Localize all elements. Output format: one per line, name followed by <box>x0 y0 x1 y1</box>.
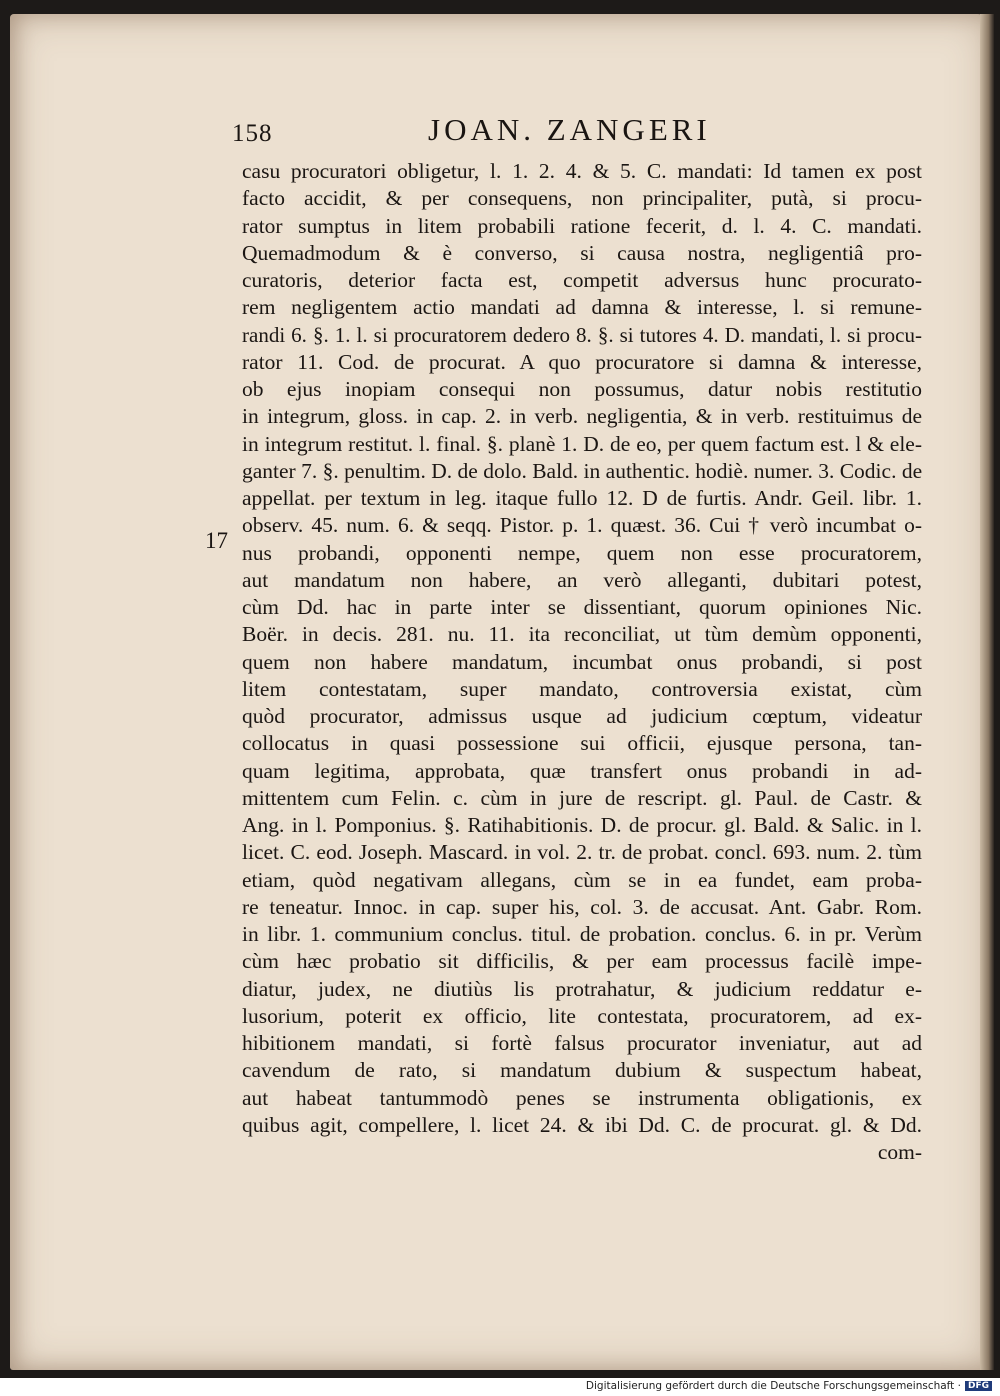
page-edge <box>980 14 994 1370</box>
text-line: Boër. in decis. 281. nu. 11. ita reconciliat, ut tùm demùm opponenti, <box>242 622 922 647</box>
text-line: re teneatur. Innoc. in cap. super his, col. 3. de accusat. Ant. Gabr. Rom. <box>242 894 922 919</box>
text-line: observ. 45. num. 6. & seqq. Pistor. p. 1. quæst. 36. Cui † verò incumbat o- <box>242 513 922 538</box>
text-line: nus probandi, opponenti nempe, quem non esse procuratorem, <box>242 540 922 565</box>
text-line: mittentem cum Felin. c. cùm in jure de rescript. gl. Paul. de Castr. & <box>242 785 922 810</box>
text-line: collocatus in quasi possessione sui officii, ejusque persona, tan- <box>242 731 922 756</box>
page-number: 158 <box>232 120 273 147</box>
text-line: licet. C. eod. Joseph. Mascard. in vol. 2. tr. de probat. concl. 693. num. 2. tùm <box>242 840 922 865</box>
footer-credit <box>586 1380 992 1392</box>
text-line: quòd procurator, admissus usque ad judicium cœptum, videatur <box>242 704 922 728</box>
text-line: cùm hæc probatio sit difficilis, & per eam processus facilè impe- <box>242 949 922 974</box>
text-line: hibitionem mandati, si fortè falsus procurator inveniatur, aut ad <box>242 1031 922 1055</box>
footer-credit-text: Digitalisierung gefördert durch die Deutsche Forschungsgemeinschaft · <box>585 1380 961 1392</box>
catchword: com- <box>877 1140 922 1164</box>
text-line: Quemadmodum & è converso, si causa nostra, negligentiâ pro- <box>242 240 922 265</box>
text-line: quem non habere mandatum, incumbat onus probandi, si post <box>242 649 922 674</box>
margin-note-number: 17 <box>205 528 228 553</box>
text-line: quam legitima, approbata, quæ transfert onus probandi in ad- <box>242 758 922 783</box>
text-line: in libr. 1. communium conclus. titul. de probation. conclus. 6. in pr. Verùm <box>242 922 922 946</box>
text-line: casu procuratori obligetur, l. 1. 2. 4. & 5. C. mandati: Id tamen ex post <box>242 159 922 183</box>
text-line: rator sumptus in litem probabili ratione fecerit, d. l. 4. C. mandati. <box>242 213 922 238</box>
text-line: etiam, quòd negativam allegans, cùm se in ea fundet, eam proba- <box>242 867 922 892</box>
text-line: in integrum, gloss. in cap. 2. in verb. negligentia, & in verb. restituimus de <box>242 404 922 429</box>
dfg-logo: DFG <box>965 1381 992 1391</box>
text-line: in integrum restitut. l. final. §. planè 1. D. de eo, per quem factum est. l & ele- <box>242 431 922 456</box>
text-line: curatoris, deterior facta est, competit adversus hunc procurato- <box>242 268 922 292</box>
running-head: JOAN. ZANGERI <box>428 112 711 147</box>
text-line: quibus agit, compellere, l. licet 24. & ibi Dd. C. de procurat. gl. & Dd. <box>242 1112 922 1137</box>
text-line: randi 6. §. 1. l. si procuratorem dedero 8. §. si tutores 4. D. mandati, l. si procu- <box>242 322 922 347</box>
text-line: lusorium, poterit ex officio, lite contestata, procuratorem, ad ex- <box>242 1003 922 1028</box>
text-line: appellat. per textum in leg. itaque fullo 12. D de furtis. Andr. Geil. libr. 1. <box>242 486 922 510</box>
text-line: diatur, judex, ne diutiùs lis protrahatur, & judicium reddatur e- <box>242 976 922 1001</box>
text-line: ganter 7. §. penultim. D. de dolo. Bald. in authentic. hodiè. numer. 3. Codic. de <box>242 458 922 483</box>
text-line: rator 11. Cod. de procurat. A quo procuratore si damna & interesse, <box>242 349 922 374</box>
text-line: rem negligentem actio mandati ad damna & interesse, l. si remune- <box>242 295 922 320</box>
text-line: cavendum de rato, si mandatum dubium & suspectum habeat, <box>242 1058 922 1083</box>
text-line: litem contestatam, super mandato, controversia existat, cùm <box>242 676 922 701</box>
text-line: Ang. in l. Pomponius. §. Ratihabitionis. D. de procur. gl. Bald. & Salic. in l. <box>242 813 922 837</box>
text-line: aut habeat tantummodò penes se instrumenta obligationis, ex <box>242 1085 922 1110</box>
page-header <box>232 112 932 158</box>
text-line: aut mandatum non habere, an verò alleganti, dubitari potest, <box>242 567 922 592</box>
text-line: facto accidit, & per consequens, non principaliter, putà, si procu- <box>242 186 922 211</box>
body-text <box>242 158 922 1166</box>
text-line: cùm Dd. hac in parte inter se dissentiant, quorum opiniones Nic. <box>242 595 922 619</box>
text-line: ob ejus inopiam consequi non possumus, datur nobis restitutio <box>242 377 922 401</box>
